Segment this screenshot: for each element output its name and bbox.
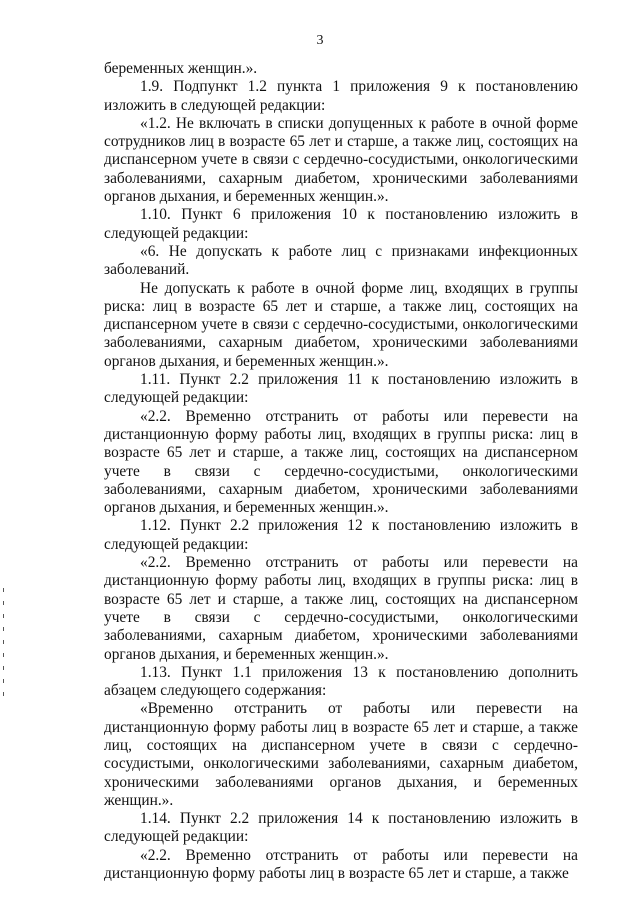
paragraph: 1.13. Пункт 1.1 приложения 13 к постановлению дополнить абзацем следующего содержания: xyxy=(104,663,578,700)
scan-mark xyxy=(3,679,4,683)
document-body xyxy=(104,60,578,883)
scan-mark xyxy=(3,692,4,696)
paragraph: «2.2. Временно отстранить от работы или перевести на дистанционную форму работы лиц в возрасте 65 лет и старше, а также xyxy=(104,846,578,883)
paragraph: «2.2. Временно отстранить от работы или перевести на дистанционную форму работы лиц, входящих в группы риска: лиц в возрасте 65 лет и старше, а также лиц, состоящих на диспансерном учете в связи с сердечно-сосудистыми, онкологическими заболеваниями, сахарным диабетом, хроническими заболеваниями органов дыхания, и беременных женщин.». xyxy=(104,554,578,663)
scan-edge-marks xyxy=(3,588,5,708)
paragraph: 1.14. Пункт 2.2 приложения 14 к постановлению изложить в следующей редакции: xyxy=(104,810,578,846)
scan-mark xyxy=(3,614,4,618)
paragraph: 1.11. Пункт 2.2 приложения 11 к постановлению изложить в следующей редакции: xyxy=(104,371,578,407)
paragraph: «Временно отстранить от работы или перевести на дистанционную форму работы лиц в возрасте 65 лет и старше, а также лиц, состоящих на диспансерном учете в связи с сердечно-сосудистыми, онкологическими заболеваниями, сахарным диабетом, хроническими заболеваниями органов дыхания, и беременных женщин.». xyxy=(104,700,578,809)
scan-mark xyxy=(3,627,4,631)
scan-mark xyxy=(3,601,4,605)
paragraph: Не допускать к работе в очной форме лиц, входящих в группы риска: лиц в возрасте 65 лет и старше, а также лиц, состоящих на диспансерном учете в связи с сердечно-сосудистыми, онкологическими заболеваниями, сахарным диабетом, хроническими заболеваниями органов дыхания, и беременных женщин.». xyxy=(104,279,578,370)
paragraph: «2.2. Временно отстранить от работы или перевести на дистанционную форму работы лиц, входящих в группы риска: лиц в возрасте 65 лет и старше, а также лиц, состоящих на диспансерном учете в связи с сердечно-сосудистыми, онкологическими заболеваниями, сахарным диабетом, хроническими заболеваниями органов дыхания, и беременных женщин.». xyxy=(104,407,578,517)
scan-mark xyxy=(3,666,4,670)
paragraph: 1.10. Пункт 6 приложения 10 к постановлению изложить в следующей редакции: xyxy=(104,206,578,242)
scan-mark xyxy=(3,588,4,592)
scan-mark xyxy=(3,653,4,657)
scan-mark xyxy=(3,640,4,644)
paragraph: 1.12. Пункт 2.2 приложения 12 к постановлению изложить в следующей редакции: xyxy=(104,517,578,553)
paragraph: «1.2. Не включать в списки допущенных к работе в очной форме сотрудников лиц в возрасте 65 лет и старше, а также лиц, состоящих на диспансерном учете в связи с сердечно-сосудистыми, онкологическими заболеваниями, сахарным диабетом, хроническими заболеваниями органов дыхания, и беременных женщин.». xyxy=(104,114,578,206)
page-number: 3 xyxy=(316,33,324,48)
paragraph: 1.9. Подпункт 1.2 пункта 1 приложения 9 к постановлению изложить в следующей редакции: xyxy=(104,78,578,114)
paragraph: «6. Не допускать к работе лиц с признаками инфекционных заболеваний. xyxy=(104,242,578,279)
paragraph: беременных женщин.». xyxy=(104,60,258,77)
